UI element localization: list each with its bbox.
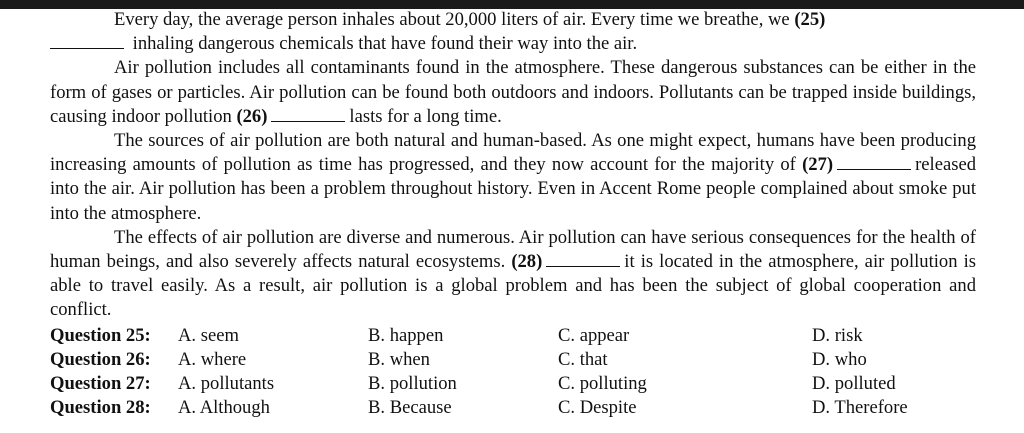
option-d[interactable]: D. who (812, 348, 867, 370)
paragraph-3-text-a: The sources of air pollution are both natural and human-based. As one might expect, humans have been producing increasing amounts of pollution as time has progressed, and they now account for the majority of (50, 130, 976, 176)
paragraph-2-text-b: lasts for a long time. (349, 105, 502, 127)
paragraph-4-text-b: it is located in the atmosphere, air pollution is able to travel easily. As a result, air pollution is a global problem and has been the subject of global cooperation and conflict. (50, 251, 976, 321)
paragraph-3-text-b: released into the air. Air pollution has been a problem throughout history. Even in Accent Rome people complained about smoke put into the atmosphere. (50, 154, 976, 224)
option-c[interactable]: C. appear (558, 324, 630, 346)
option-b[interactable]: B. happen (368, 324, 444, 346)
question-list (50, 324, 976, 421)
question-row-28 (50, 396, 976, 420)
blank-number-27: (27) (802, 154, 834, 176)
option-c[interactable]: C. that (558, 348, 608, 370)
option-b[interactable]: B. when (368, 348, 430, 370)
option-a[interactable]: A. seem (178, 324, 239, 346)
blank-number-26: (26) (236, 105, 268, 127)
question-label: Question 27: (50, 373, 151, 395)
question-row-25 (50, 324, 976, 348)
paragraph-4 (50, 226, 976, 323)
answer-blank-26[interactable] (271, 107, 345, 122)
option-a[interactable]: A. pollutants (178, 373, 275, 395)
option-d[interactable]: D. Therefore (812, 397, 908, 419)
blank-number-25: (25) (794, 9, 826, 30)
option-a[interactable]: A. Although (178, 397, 270, 419)
paragraph-1-text-b: inhaling dangerous chemicals that have found their way into the air. (132, 33, 638, 55)
option-c[interactable]: C. Despite (558, 397, 637, 419)
option-d[interactable]: D. polluted (812, 373, 896, 395)
paragraph-4-text-a: The effects of air pollution are diverse and numerous. Air pollution can have serious consequences for the health of human beings, and also severely affects natural ecosystems. (50, 226, 976, 273)
paragraph-3 (50, 129, 976, 226)
question-row-26 (50, 348, 976, 372)
question-label: Question 26: (50, 348, 151, 370)
answer-blank-27[interactable] (837, 155, 911, 170)
option-c[interactable]: C. polluting (558, 373, 647, 395)
option-a[interactable]: A. where (178, 348, 247, 370)
answer-blank-25[interactable] (50, 34, 124, 49)
question-row-27 (50, 372, 976, 396)
document-page (50, 8, 976, 420)
option-b[interactable]: B. pollution (368, 373, 457, 395)
answer-blank-28[interactable] (546, 252, 620, 267)
question-label: Question 25: (50, 324, 151, 346)
blank-number-28: (28) (511, 251, 543, 273)
option-d[interactable]: D. risk (812, 324, 863, 346)
question-label: Question 28: (50, 397, 151, 419)
paragraph-1 (50, 8, 976, 56)
paragraph-2 (50, 56, 976, 129)
option-b[interactable]: B. Because (368, 397, 452, 419)
paragraph-2-text-a: Air pollution includes all contaminants found in the atmosphere. These dangerous substances can be either in the form of gases or particles. Air pollution can be found both outdoors and indoors. Pollutants can be trapped inside buildings, causing indoor pollution (50, 57, 976, 127)
paragraph-1-text-a: Every day, the average person inhales about 20,000 liters of air. Every time we breathe, we (114, 9, 795, 30)
